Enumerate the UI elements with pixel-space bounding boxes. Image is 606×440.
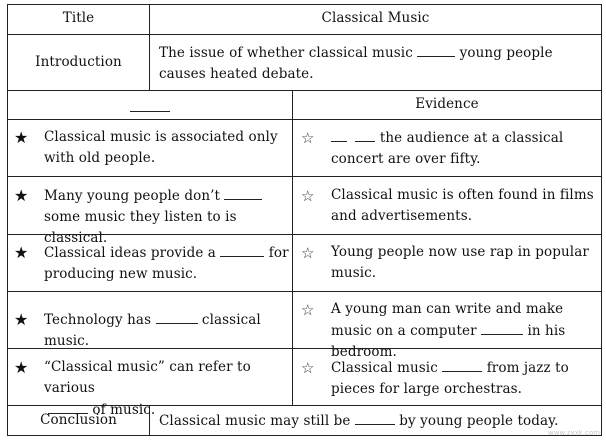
point-5: “Classical music” can refer to various of music. — [44, 359, 251, 418]
answer-blank-8[interactable] — [442, 357, 482, 372]
answer-blank-6[interactable] — [481, 320, 523, 335]
introduction-label: Introduction — [35, 54, 122, 70]
answer-blank-3[interactable] — [224, 185, 262, 200]
evidence-2: Classical music is often found in films and advertisements. — [331, 187, 594, 224]
border-bottom — [7, 435, 602, 436]
filled-star-icon: ★ — [14, 243, 29, 262]
border-top — [7, 4, 602, 5]
line-after-headings — [7, 119, 602, 120]
answer-blank-1[interactable] — [417, 42, 455, 57]
evidence-4: A young man can write and make music on a computer in his bedroom. — [331, 301, 566, 360]
answer-blank-heading[interactable] — [130, 97, 170, 112]
title-label: Title — [62, 10, 95, 26]
line-after-intro — [7, 90, 602, 91]
outline-star-icon: ☆ — [301, 359, 315, 377]
line-after-title — [7, 34, 602, 35]
evidence-3: Young people now use rap in popular music. — [331, 244, 589, 281]
watermark: www.zxxk.com — [548, 429, 600, 437]
point-4: Technology has classical music. — [44, 309, 289, 352]
outline-star-icon: ☆ — [301, 244, 315, 262]
line-after-row1 — [7, 176, 602, 177]
conclusion-text: Classical music may still be by young people today. — [159, 410, 597, 432]
introduction-text: The issue of whether classical music young people causes heated debate. — [159, 42, 597, 85]
answer-blank-2b[interactable] — [355, 127, 375, 142]
answer-blank-5[interactable] — [156, 309, 198, 324]
evidence-5: Classical music from jazz to pieces for large orchestras. — [331, 357, 595, 400]
outline-star-icon: ☆ — [301, 301, 315, 319]
point-1: Classical music is associated only with old people. — [44, 129, 278, 166]
outline-star-icon: ☆ — [301, 129, 315, 147]
answer-blank-4[interactable] — [220, 242, 264, 257]
line-after-row3 — [7, 291, 602, 292]
answer-blank-9[interactable] — [355, 410, 395, 425]
filled-star-icon: ★ — [14, 128, 29, 147]
filled-star-icon: ★ — [14, 186, 29, 205]
border-right — [601, 4, 602, 436]
title-value: Classical Music — [321, 10, 430, 26]
point-3: Classical ideas provide a for producing new music. — [44, 242, 289, 285]
answer-blank-2a[interactable] — [331, 127, 347, 142]
filled-star-icon: ★ — [14, 358, 29, 377]
conclusion-label: Conclusion — [40, 412, 117, 428]
evidence-heading: Evidence — [415, 96, 479, 112]
outline-star-icon: ☆ — [301, 187, 315, 205]
evidence-1: the audience at a classical concert are over fifty. — [331, 127, 595, 170]
point-2: Many young people don’t some music they listen to is classical. — [44, 185, 289, 249]
divider-middle — [292, 90, 293, 406]
filled-star-icon: ★ — [14, 310, 29, 329]
